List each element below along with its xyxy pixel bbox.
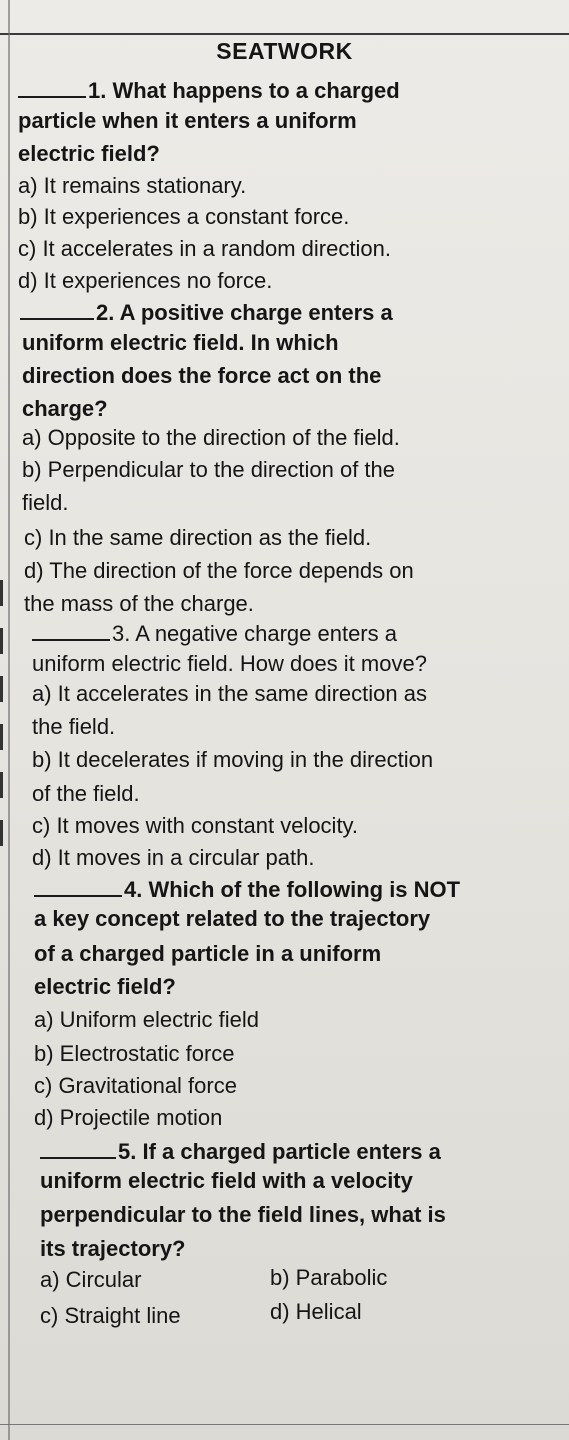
question-5-stem-line-2: uniform electric field with a velocity xyxy=(40,1168,413,1193)
question-2-option-d-line-2: the mass of the charge. xyxy=(24,591,254,616)
question-2-stem-line-1: 2. A positive charge enters a xyxy=(20,298,393,327)
question-1-option-b: b) It experiences a constant force. xyxy=(18,204,350,229)
question-2-option-b-line-1: b) Perpendicular to the direction of the xyxy=(22,457,396,482)
question-3-option-a-line-1: a) It accelerates in the same direction as xyxy=(32,681,427,706)
question-5-option-b: b) Parabolic xyxy=(270,1265,388,1290)
question-5-stem-line-1: 5. If a charged particle enters a xyxy=(40,1137,441,1166)
question-5-stem-line-4: its trajectory? xyxy=(40,1236,186,1261)
question-2-stem-line-3: direction does the force act on the xyxy=(22,363,382,388)
bottom-rule xyxy=(0,1424,569,1425)
top-rule xyxy=(0,33,569,35)
question-2-stem-line-4: charge? xyxy=(22,396,108,421)
question-3-option-b-line-2: of the field. xyxy=(32,781,140,806)
question-5-option-a: a) Circular xyxy=(40,1267,142,1292)
question-1-option-c: c) It accelerates in a random direction. xyxy=(18,236,391,261)
question-2-option-a: a) Opposite to the direction of the field. xyxy=(22,425,400,450)
answer-blank-4[interactable] xyxy=(34,875,122,897)
question-2-option-d-line-1: d) The direction of the force depends on xyxy=(24,558,414,583)
answer-blank-5[interactable] xyxy=(40,1137,116,1159)
question-3-stem-line-2: uniform electric field. How does it move? xyxy=(32,651,427,676)
left-edge-marks xyxy=(0,580,8,1040)
question-2-stem-line-2: uniform electric field. In which xyxy=(22,330,339,355)
question-2-option-c: c) In the same direction as the field. xyxy=(24,525,372,550)
answer-blank-2[interactable] xyxy=(20,298,94,320)
question-1-stem-line-2: particle when it enters a uniform xyxy=(18,108,357,133)
question-4-stem-line-1: 4. Which of the following is NOT xyxy=(34,875,460,904)
question-4-stem-line-2: a key concept related to the trajectory xyxy=(34,906,431,931)
question-4-stem-line-3: of a charged particle in a uniform xyxy=(34,941,382,966)
left-margin-rule xyxy=(8,0,10,1440)
question-3-option-c: c) It moves with constant velocity. xyxy=(32,813,359,838)
question-2-option-b-line-2: field. xyxy=(22,490,69,515)
question-5-option-c: c) Straight line xyxy=(40,1303,181,1328)
answer-blank-3[interactable] xyxy=(32,619,110,641)
worksheet-title: SEATWORK xyxy=(216,38,353,64)
question-5-option-d: d) Helical xyxy=(270,1299,362,1324)
question-3-option-a-line-2: the field. xyxy=(32,714,116,739)
answer-blank-1[interactable] xyxy=(18,76,86,98)
question-4-option-d: d) Projectile motion xyxy=(34,1105,223,1130)
question-1-option-d: d) It experiences no force. xyxy=(18,268,273,293)
question-3-stem-line-1: 3. A negative charge enters a xyxy=(32,619,397,648)
question-1-stem-line-3: electric field? xyxy=(18,141,160,166)
question-4-option-b: b) Electrostatic force xyxy=(34,1041,235,1066)
question-4-stem-line-4: electric field? xyxy=(34,974,176,999)
question-4-option-c: c) Gravitational force xyxy=(34,1073,237,1098)
question-1-stem-line-1: 1. What happens to a charged xyxy=(18,76,400,105)
question-3-option-d: d) It moves in a circular path. xyxy=(32,845,315,870)
question-5-stem-line-3: perpendicular to the field lines, what is xyxy=(40,1202,446,1227)
question-4-option-a: a) Uniform electric field xyxy=(34,1007,259,1032)
question-1-option-a: a) It remains stationary. xyxy=(18,173,247,198)
question-3-option-b-line-1: b) It decelerates if moving in the direction xyxy=(32,747,434,772)
